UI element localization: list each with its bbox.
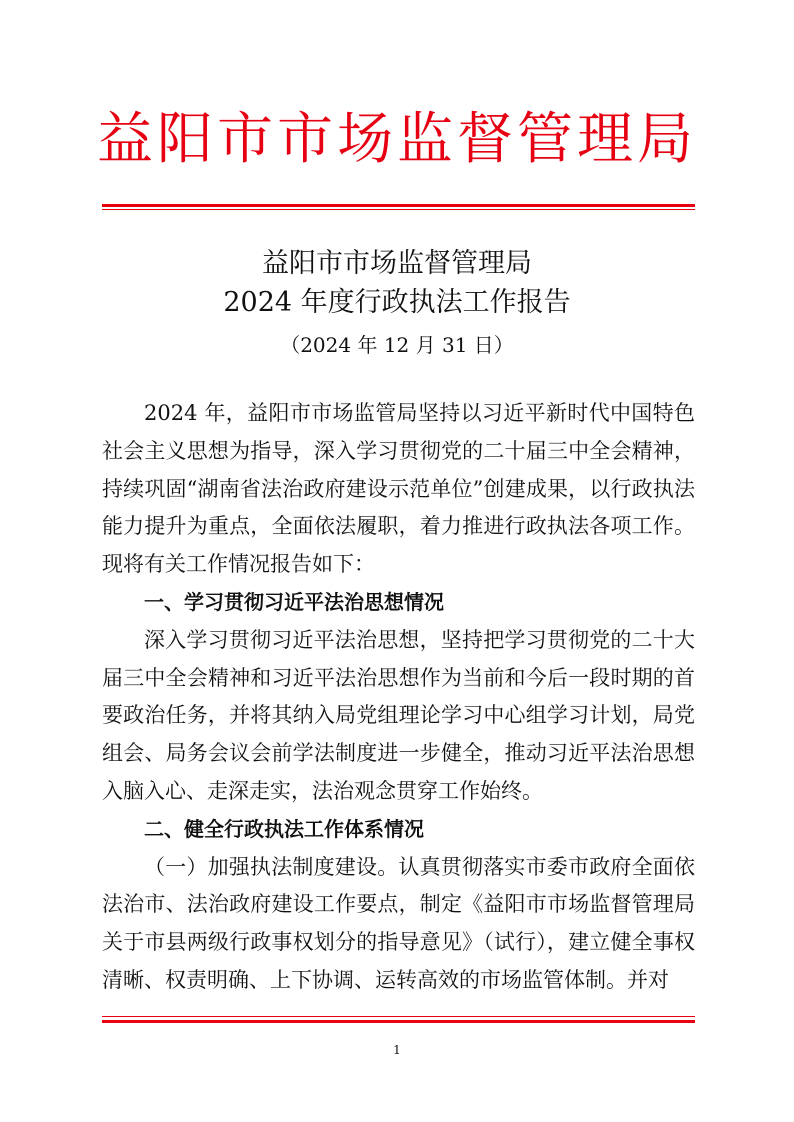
footer-rule-thin (102, 1016, 695, 1017)
intro-paragraph: 2024 年，益阳市市场监管局坚持以习近平新时代中国特色社会主义思想为指导，深入学习贯彻党的二十届三中全会精神，持续巩固“湖南省法治政府建设示范单位”创建成果，以行政执法能力提升为重点，全面依法履职，着力推进行政执法各项工作。现将有关工作情况报告如下： (102, 401, 695, 577)
section2-paragraph: （一）加强执法制度建设。认真贯彻落实市委市政府全面依法治市、法治政府建设工作要点，制定《益阳市市场监督管理局关于市县两级行政事权划分的指导意见》（试行），建立健全事权清晰、权责明确、上下协调、运转高效的市场监管体制。并对 (102, 854, 695, 992)
report-body (102, 395, 695, 1000)
footer-rule-thick (102, 1020, 695, 1023)
section1-paragraph: 深入学习贯彻习近平法治思想，坚持把学习贯彻党的二十大届三中全会精神和习近平法治思想作为当前和今后一段时期的首要政治任务，并将其纳入局党组理论学习中心组学习计划，局党组会、局务会议会前学法制度进一步健全，推动习近平法治思想入脑入心、走深走实，法治观念贯穿工作始终。 (102, 627, 695, 803)
report-title-line2: 2024 年度行政执法工作报告 (223, 287, 571, 318)
section1-heading: 一、学习贯彻习近平法治思想情况 (144, 589, 444, 614)
report-date: （2024 年 12 月 31 日） (280, 333, 514, 357)
header-rule-thick (102, 204, 695, 207)
report-title-line1: 益阳市市场监督管理局 (262, 248, 532, 279)
masthead: 益阳市市场监督管理局 (97, 107, 697, 172)
section2-heading: 二、健全行政执法工作体系情况 (144, 816, 424, 841)
page-number: 1 (393, 1043, 401, 1057)
header-rule-thin (102, 209, 695, 210)
